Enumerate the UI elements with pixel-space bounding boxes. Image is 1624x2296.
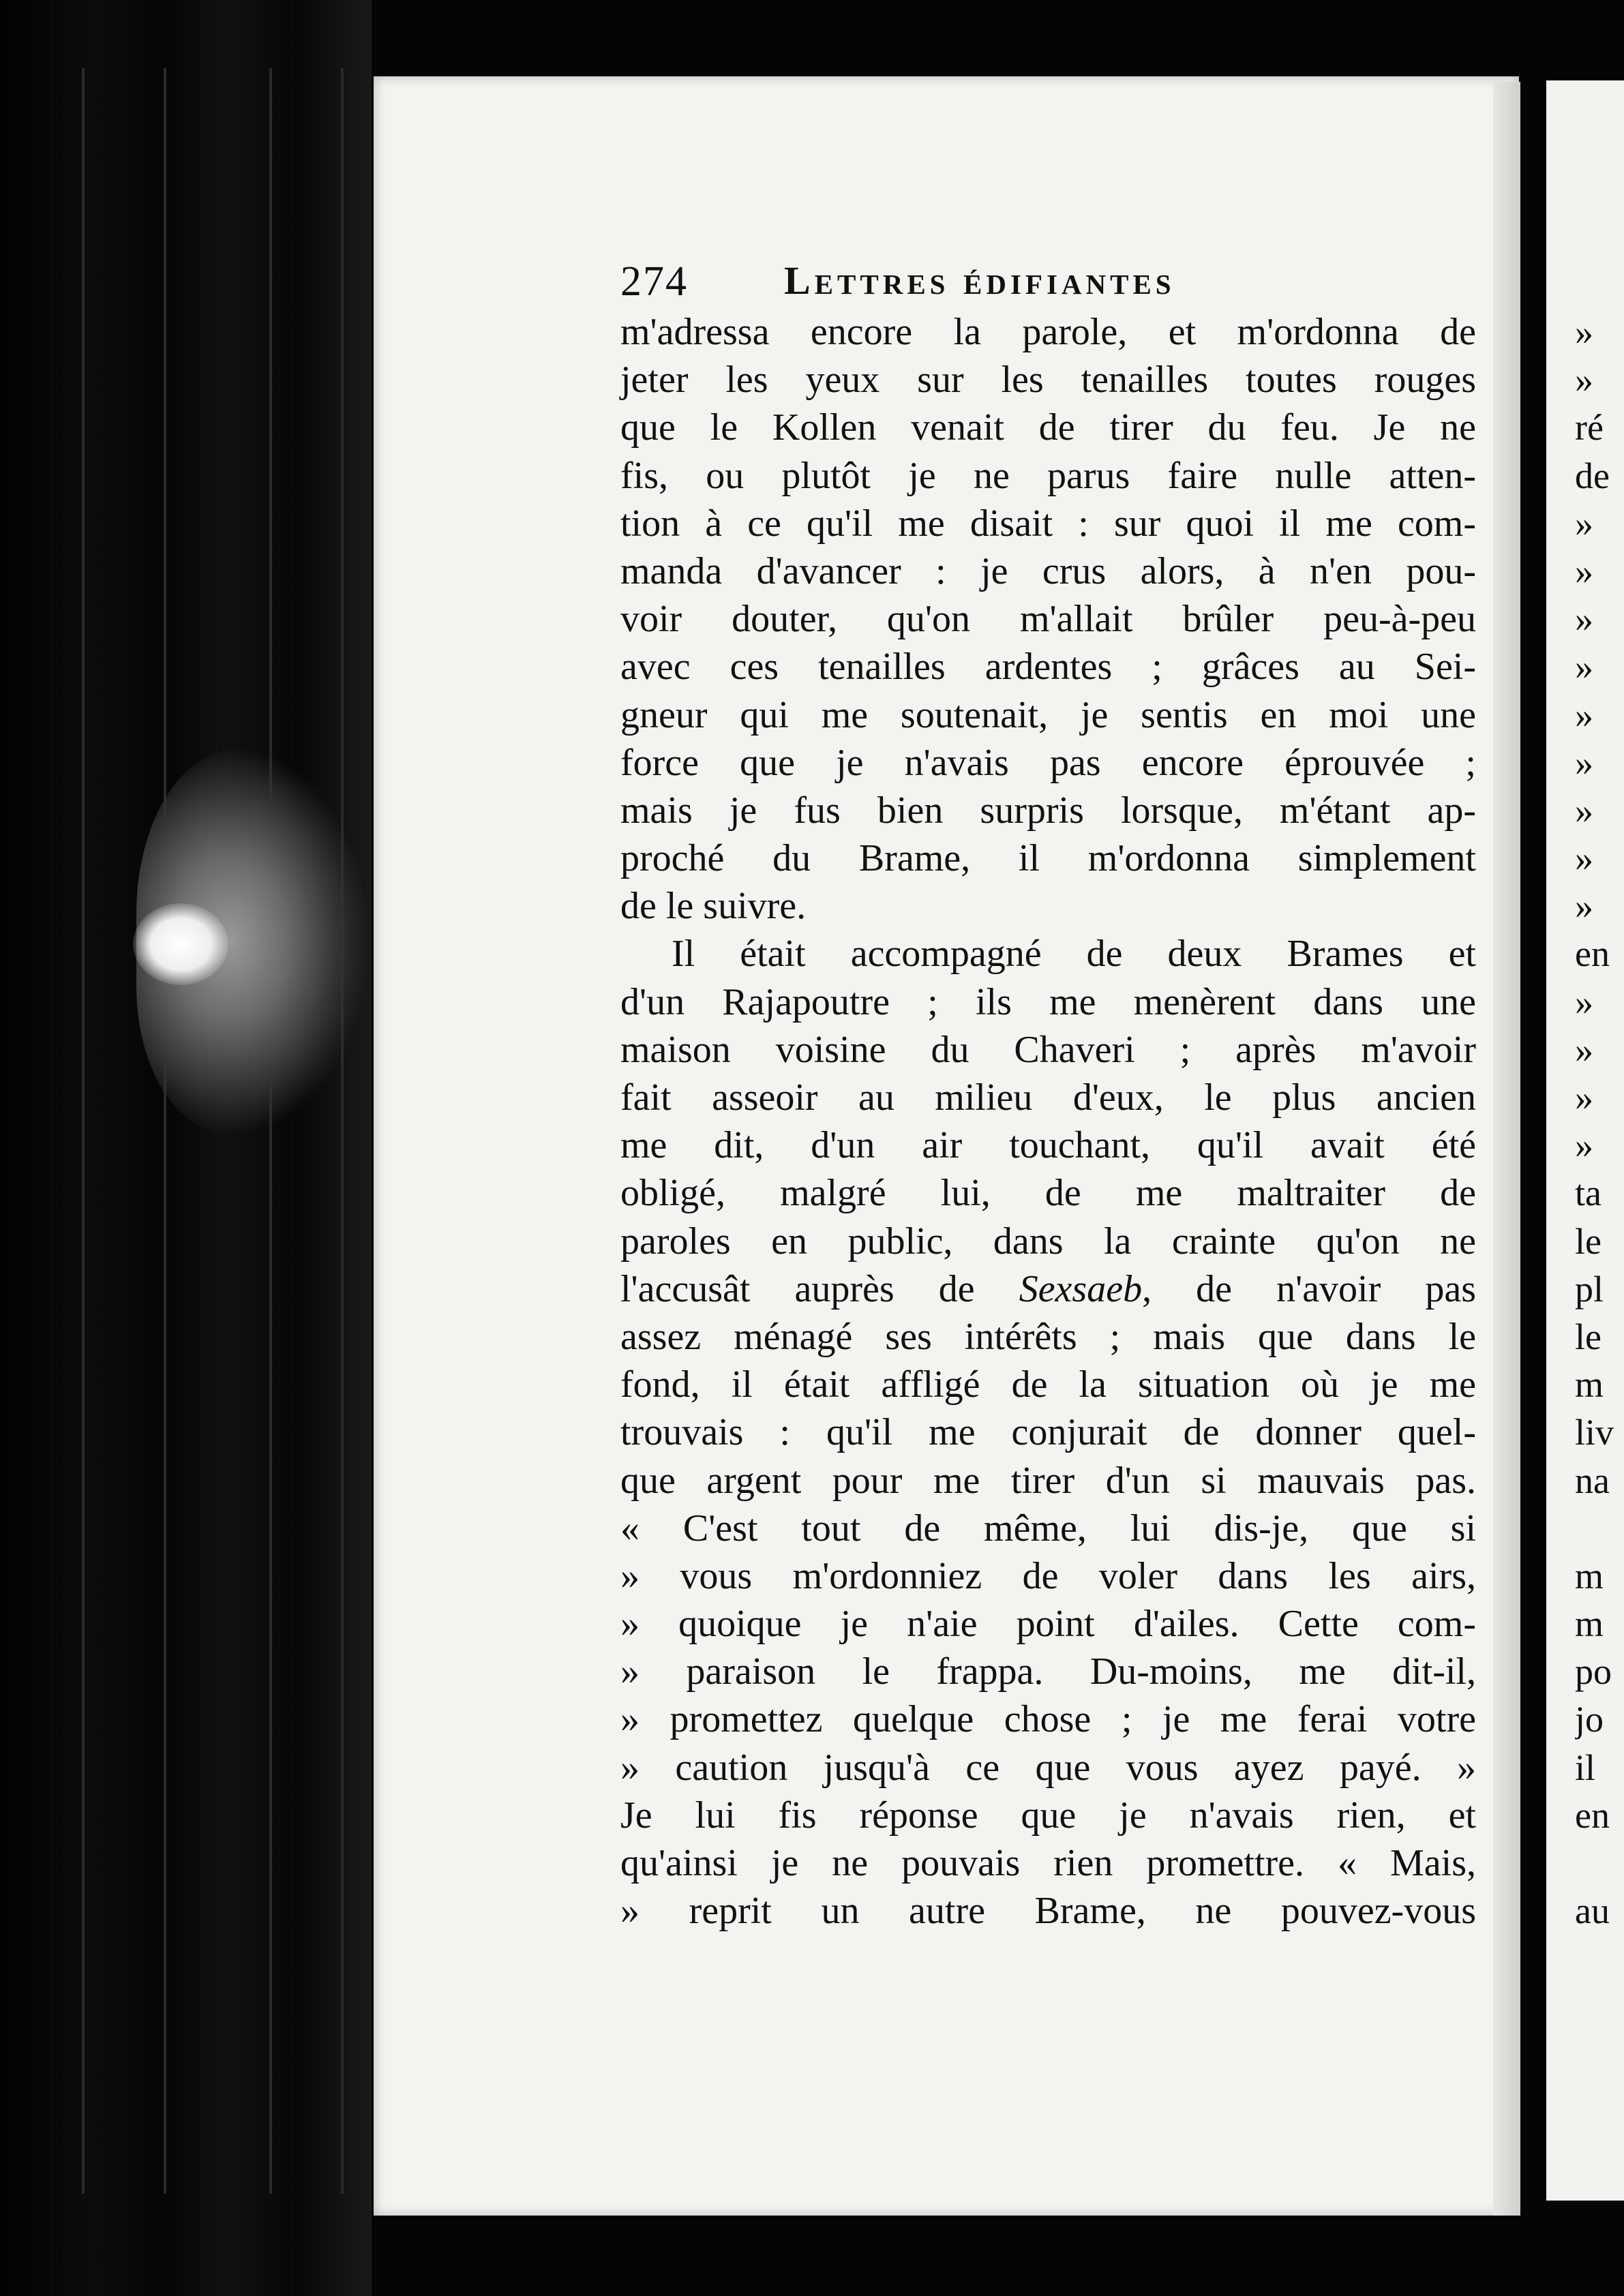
text-line: » reprit un autre Brame, ne pouvez-vous bbox=[620, 1890, 1476, 1933]
margin-fragment: » bbox=[1575, 1029, 1593, 1070]
text-line: mais je fus bien surpris lorsque, m'étant ap- bbox=[620, 789, 1476, 832]
margin-fragment: en bbox=[1575, 933, 1610, 975]
text-line: d'un Rajapoutre ; ils me menèrent dans une bbox=[620, 980, 1476, 1023]
text-line: qu'ainsi je ne pouvais rien promettre. « Mais, bbox=[620, 1842, 1476, 1884]
margin-fragment bbox=[1575, 1505, 1624, 1552]
text-line: proché du Brame, il m'ordonna simplement bbox=[620, 837, 1476, 880]
text-line: me dit, d'un air touchant, qu'il avait été bbox=[620, 1124, 1476, 1167]
margin-fragment: » bbox=[1575, 359, 1593, 401]
binding-stripe bbox=[164, 68, 166, 2194]
margin-fragment: » bbox=[1575, 599, 1593, 640]
running-title: Lettres édifiantes bbox=[784, 258, 1175, 303]
margin-fragment: m bbox=[1575, 1364, 1604, 1406]
text-line: « C'est tout de même, lui dis-je, que si bbox=[620, 1507, 1476, 1550]
text-line: de le suivre. bbox=[620, 885, 807, 928]
margin-fragment: » bbox=[1575, 981, 1593, 1023]
text-line: fis, ou plutôt je ne parus faire nulle atten- bbox=[620, 454, 1476, 497]
margin-fragment: » bbox=[1575, 1125, 1593, 1166]
text-line: » paraison le frappa. Du-moins, me dit-il, bbox=[620, 1650, 1476, 1693]
body-text bbox=[620, 308, 1476, 1935]
book-binding bbox=[0, 0, 372, 2296]
margin-fragment: » bbox=[1575, 886, 1593, 927]
text-line: que le Kollen venait de tirer du feu. Je ne bbox=[620, 406, 1476, 449]
binding-stripe bbox=[269, 68, 272, 2194]
binding-stripe bbox=[341, 68, 344, 2194]
text-line: que argent pour me tirer d'un si mauvais pas. bbox=[620, 1459, 1476, 1502]
margin-fragment: » bbox=[1575, 502, 1593, 544]
text-line: » promettez quelque chose ; je me ferai votre bbox=[620, 1698, 1476, 1741]
text-line: tion à ce qu'il me disait : sur quoi il me com- bbox=[620, 502, 1476, 545]
margin-fragment: liv bbox=[1575, 1412, 1614, 1453]
text-line: fait asseoir au milieu d'eux, le plus ancien bbox=[620, 1076, 1476, 1119]
text-line: Je lui fis réponse que je n'avais rien, et bbox=[620, 1794, 1476, 1837]
text-line: force que je n'avais pas encore éprouvée ; bbox=[620, 741, 1476, 784]
text-line: gneur qui me soutenait, je sentis en moi une bbox=[620, 693, 1476, 736]
text-line: m'adressa encore la parole, et m'ordonna de bbox=[620, 311, 1476, 353]
margin-fragment: » bbox=[1575, 838, 1593, 879]
margin-fragment: » bbox=[1575, 789, 1593, 831]
margin-fragment: il bbox=[1575, 1747, 1596, 1788]
margin-fragment bbox=[1575, 1839, 1624, 1887]
page-number: 274 bbox=[620, 258, 688, 305]
margin-fragment: pl bbox=[1575, 1268, 1604, 1310]
margin-fragment: au bbox=[1575, 1890, 1610, 1932]
text-line: paroles en public, dans la crainte qu'on ne bbox=[620, 1220, 1476, 1263]
margin-fragment: m bbox=[1575, 1603, 1604, 1645]
text-line: jeter les yeux sur les tenailles toutes rouges bbox=[620, 359, 1476, 402]
text-line: assez ménagé ses intérêts ; mais que dans le bbox=[620, 1315, 1476, 1358]
margin-fragment: ré bbox=[1575, 407, 1604, 449]
binding-stripe bbox=[82, 68, 85, 2194]
text-line: maison voisine du Chaveri ; après m'avoir bbox=[620, 1028, 1476, 1071]
margin-fragment: de bbox=[1575, 455, 1610, 496]
page-header bbox=[620, 258, 1473, 305]
margin-fragment: en bbox=[1575, 1794, 1610, 1836]
margin-fragment: jo bbox=[1575, 1699, 1604, 1740]
paper-stain-highlight bbox=[133, 903, 228, 985]
margin-fragment: » bbox=[1575, 312, 1593, 352]
margin-fragment: le bbox=[1575, 1220, 1602, 1262]
margin-fragment: ta bbox=[1575, 1173, 1602, 1214]
margin-fragment: m bbox=[1575, 1555, 1604, 1597]
margin-fragment: » bbox=[1575, 550, 1593, 592]
text-line: l'accusât auprès de Sexsaeb, de n'avoir pas bbox=[620, 1267, 1476, 1310]
text-line: obligé, malgré lui, de me maltraiter de bbox=[620, 1172, 1476, 1215]
text-line: voir douter, qu'on m'allait brûler peu-à-peu bbox=[620, 598, 1476, 641]
text-line: » quoique je n'aie point d'ailes. Cette com- bbox=[620, 1603, 1476, 1646]
text-line: trouvais : qu'il me conjurait de donner quel- bbox=[620, 1411, 1476, 1454]
margin-fragment: na bbox=[1575, 1460, 1610, 1501]
text-line: avec ces tenailles ardentes ; grâces au Sei- bbox=[620, 646, 1476, 689]
margin-fragment: » bbox=[1575, 1077, 1593, 1118]
facing-page-margin-text bbox=[1575, 308, 1624, 1935]
margin-fragment: po bbox=[1575, 1651, 1612, 1693]
margin-fragment: » bbox=[1575, 742, 1593, 783]
margin-fragment: le bbox=[1575, 1316, 1602, 1357]
margin-fragment: » bbox=[1575, 694, 1593, 736]
text-line: » vous m'ordonniez de voler dans les airs, bbox=[620, 1554, 1476, 1597]
text-line: » caution jusqu'à ce que vous ayez payé. » bbox=[620, 1746, 1476, 1789]
text-line: manda d'avancer : je crus alors, à n'en pou- bbox=[620, 549, 1476, 592]
margin-fragment: » bbox=[1575, 646, 1593, 688]
text-line: fond, il était affligé de la situation où je me bbox=[620, 1363, 1476, 1406]
page-edge bbox=[1493, 82, 1520, 2216]
text-line: Il était accompagné de deux Brames et bbox=[672, 933, 1476, 976]
